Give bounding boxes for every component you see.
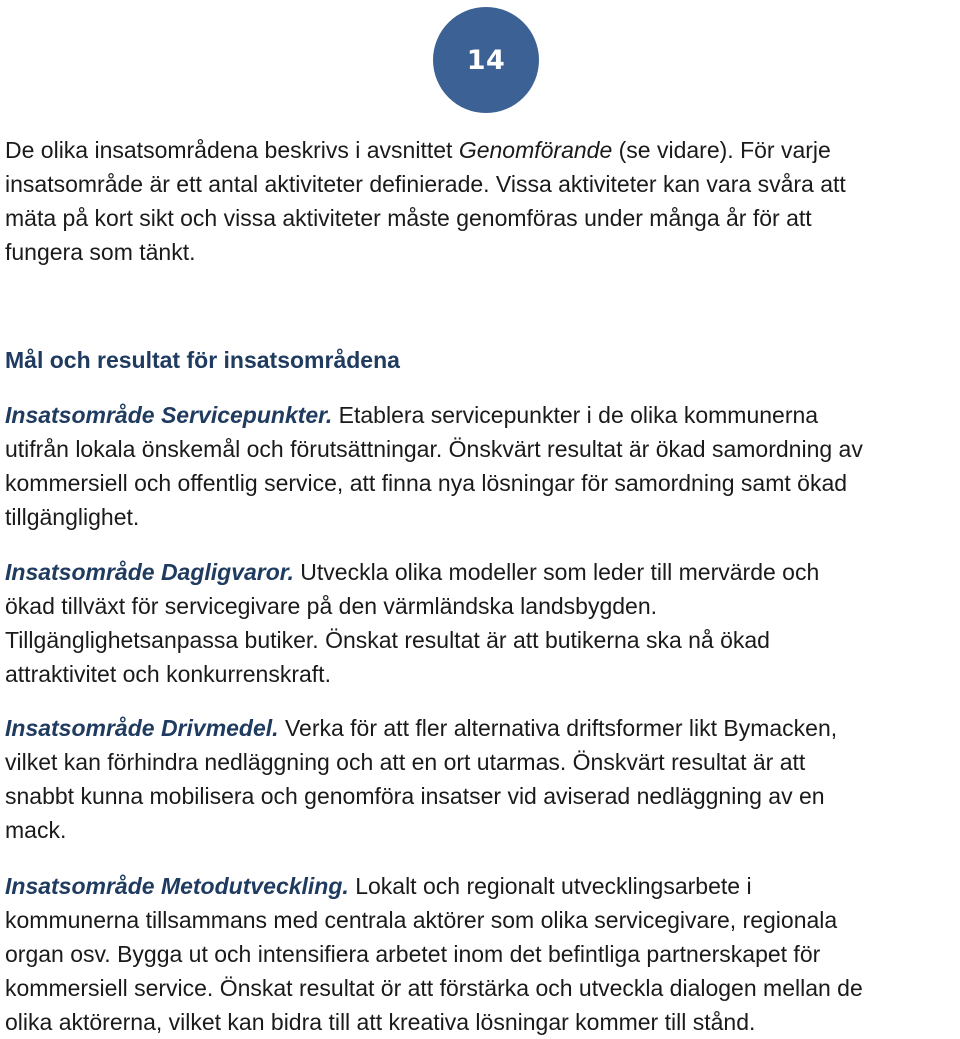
- area-paragraph-drivmedel: [5, 711, 955, 847]
- intro-text: (se vidare). För varje: [612, 137, 831, 163]
- area-line: vilket kan förhindra nedläggning och att en ort utarmas. Önskvärt resultat är att: [5, 749, 806, 775]
- area-paragraph-metodutveckling: [5, 869, 955, 1039]
- area-line: [5, 869, 955, 903]
- intro-line: mäta på kort sikt och vissa aktiviteter måste genomföras under många år för att: [5, 205, 812, 231]
- area-text: Verka för att fler alternativa driftsformer likt Bymacken,: [278, 715, 838, 741]
- area-text: Lokalt och regionalt utvecklingsarbete i: [348, 873, 752, 899]
- area-line: ökad tillväxt för servicegivare på den värmländska landsbygden.: [5, 593, 658, 619]
- intro-emphasis: Genomförande: [458, 137, 613, 163]
- area-line: kommersiell och offentlig service, att finna nya lösningar för samordning samt ökad: [5, 470, 848, 496]
- area-text: Utveckla olika modeller som leder till mervärde och: [293, 559, 820, 585]
- intro-line: fungera som tänkt.: [5, 239, 196, 265]
- intro-line: insatsområde är ett antal aktiviteter definierade. Vissa aktiviteter kan vara svåra att: [5, 171, 846, 197]
- intro-text: De olika insatsområdena beskrivs i avsnittet: [5, 137, 459, 163]
- intro-paragraph: [5, 133, 955, 269]
- area-line: [5, 555, 955, 589]
- area-line: utifrån lokala önskemål och förutsättningar. Önskvärt resultat är ökad samordning av: [5, 436, 863, 462]
- area-paragraph-dagligvaror: [5, 555, 955, 691]
- intro-line: [5, 133, 955, 167]
- area-line: olika aktörerna, vilket kan bidra till att kreativa lösningar kommer till stånd.: [5, 1009, 756, 1035]
- area-line: snabbt kunna mobilisera och genomföra insatser vid aviserad nedläggning av en: [5, 783, 825, 809]
- area-title: Insatsområde Drivmedel.: [5, 715, 279, 741]
- area-line: [5, 398, 955, 432]
- area-line: kommunerna tillsammans med centrala aktörer som olika servicegivare, regionala: [5, 907, 838, 933]
- area-title: Insatsområde Metodutveckling.: [5, 873, 349, 899]
- area-text: Etablera servicepunkter i de olika kommunerna: [332, 402, 819, 428]
- area-line: kommersiell service. Önskat resultat ör att förstärka och utveckla dialogen mellan de: [5, 975, 863, 1001]
- area-line: attraktivitet och konkurrenskraft.: [5, 661, 331, 687]
- area-line: mack.: [5, 817, 67, 843]
- area-paragraph-servicepunkter: [5, 398, 955, 534]
- area-title: Insatsområde Dagligvaror.: [5, 559, 294, 585]
- area-line: tillgänglighet.: [5, 504, 140, 530]
- area-line: organ osv. Bygga ut och intensifiera arbetet inom det befintliga partnerskapet för: [5, 941, 821, 967]
- area-line: [5, 711, 955, 745]
- area-line: Tillgänglighetsanpassa butiker. Önskat resultat är att butikerna ska nå ökad: [5, 627, 770, 653]
- section-heading: Mål och resultat för insatsområdena: [5, 347, 400, 373]
- page-number-badge: [433, 7, 539, 113]
- page-number: 14: [466, 44, 506, 76]
- area-title: Insatsområde Servicepunkter.: [5, 402, 333, 428]
